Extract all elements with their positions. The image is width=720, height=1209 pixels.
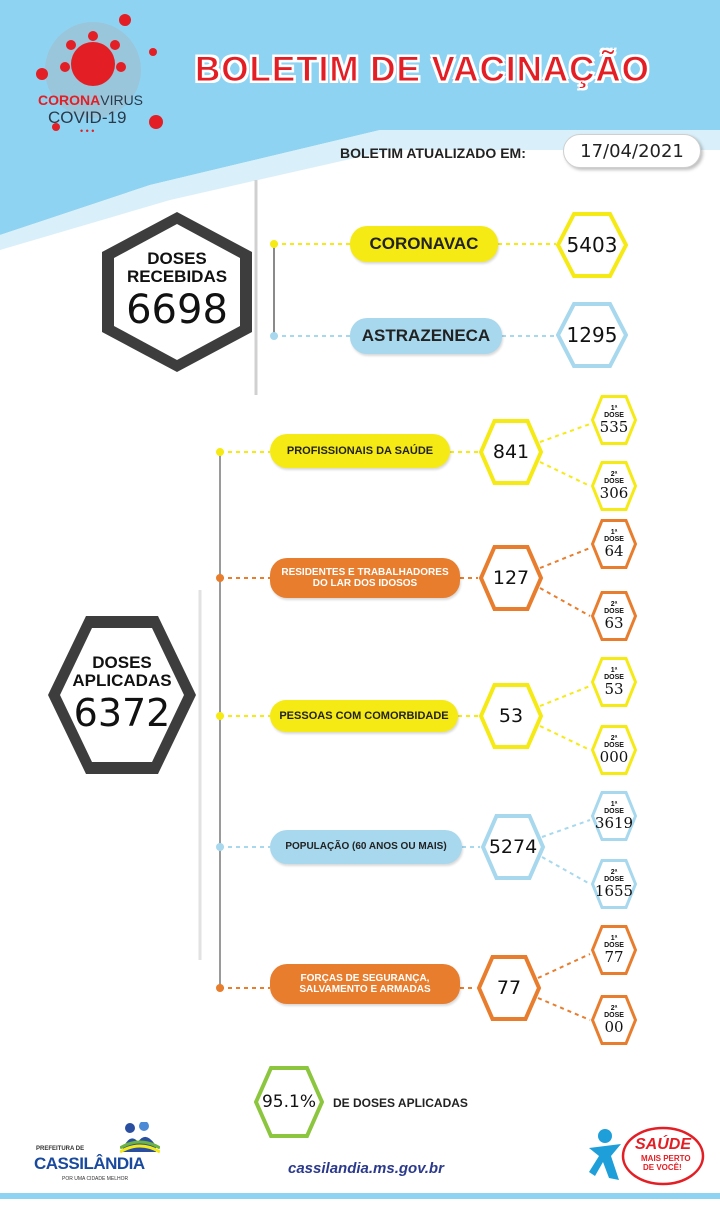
first-dose-value: 77 [604,947,624,966]
first-dose-value: 64 [604,541,624,560]
updated-date: 17/04/2021 [563,134,701,168]
group-total: 53 [498,705,524,727]
dose-ordinal: 1ª [610,528,618,536]
group-total-hexagon [478,682,544,750]
group-total: 77 [496,977,522,999]
group-total-hexagon [480,813,546,881]
dose-ordinal: 2ª [610,734,618,742]
dose-label [590,518,638,570]
astrazeneca-value-hexagon [556,302,628,368]
doses-applied-hexagon [44,612,200,778]
dose-word: DOSE [604,1011,624,1019]
first-dose-value: 535 [599,417,629,436]
group-total-hexagon [478,544,544,612]
group-pill-5 [270,964,460,1004]
applied-percent: 95.1% [261,1092,316,1112]
dose-label [590,724,638,776]
group-total-hexagon [476,954,542,1022]
coronavac-value: 5403 [566,233,618,257]
dose-ordinal: 2ª [610,470,618,478]
received-total: 6698 [126,287,228,333]
first-dose-hexagon [590,924,638,976]
dose-ordinal: 1ª [610,404,618,412]
dose-ordinal: 1ª [610,800,618,808]
logo-dots: • • • [80,126,95,136]
logo-virus-text: VIRUS [100,92,144,108]
dose-word: DOSE [604,807,624,815]
second-dose-value: 1655 [594,881,634,900]
applied-total: 6372 [73,691,171,735]
city-name: CASSILÂNDIA [34,1154,145,1173]
dose-ordinal: 2ª [610,868,618,876]
dose-word: DOSE [604,411,624,419]
first-dose-value: 53 [604,679,624,698]
dose-label [590,858,638,910]
vaccine-astrazeneca-pill: ASTRAZENECA [350,318,502,354]
group-total-hexagon [478,418,544,486]
dose-ordinal: 2ª [610,600,618,608]
first-dose-value: 3619 [594,813,634,832]
logo-covid-text: COVID-19 [48,108,127,127]
dose-label [590,790,638,842]
group-label-line1: FORÇAS DE SEGURANÇA, [300,972,430,984]
doses-received-hexagon [98,208,256,376]
logo-corona-text: CORONA [38,92,101,108]
vaccine-coronavac-pill: CORONAVAC [350,226,498,262]
first-dose-hexagon [590,518,638,570]
group-label-line2: DO LAR DOS IDOSOS [312,578,418,589]
second-dose-hexagon [590,590,638,642]
second-dose-value: 00 [604,1017,624,1036]
second-dose-hexagon [590,858,638,910]
group-total: 127 [492,567,530,589]
astrazeneca-value: 1295 [566,323,618,347]
dose-label [590,460,638,512]
group-label-line1: RESIDENTES E TRABALHADORES [281,566,449,578]
first-dose-hexagon [590,394,638,446]
second-dose-value: 306 [599,483,629,502]
second-dose-hexagon [590,724,638,776]
group-pill-4 [270,830,462,864]
cassilandia-logo [30,1122,165,1190]
group-pill-1 [270,434,450,468]
dose-word: DOSE [604,673,624,681]
group-label-line1: POPULAÇÃO (60 ANOS OU MAIS) [285,841,447,853]
group-total: 841 [492,441,530,463]
dose-ordinal: 1ª [610,934,618,942]
dose-word: DOSE [604,941,624,949]
coronavac-value-hexagon [556,212,628,278]
group-label-line2: SALVAMENTO E ARMADAS [299,984,431,995]
second-dose-hexagon [590,994,638,1046]
group-pill-2 [270,558,460,598]
dose-label [590,656,638,708]
applied-label-line2: APLICADAS [72,671,172,690]
group-label-line1: PESSOAS COM COMORBIDADE [279,709,449,722]
dose-ordinal: 2ª [610,1004,618,1012]
group-label-line1: PROFISSIONAIS DA SAÚDE [286,444,434,457]
dose-label [590,590,638,642]
website-link[interactable]: cassilandia.ms.gov.br [288,1160,444,1177]
second-dose-value: 000 [599,747,629,766]
applied-label-line1: DOSES [92,653,152,672]
percent-label: DE DOSES APLICADAS [333,1096,468,1110]
first-dose-hexagon [590,790,638,842]
dose-label [590,394,638,446]
city-prefix: PREFEITURA DE [36,1146,85,1152]
dose-label [590,924,638,976]
health-logo [585,1122,705,1188]
dose-word: DOSE [604,535,624,543]
page-title: BOLETIM DE VACINAÇÃO [195,50,650,89]
dose-word: DOSE [604,477,624,485]
first-dose-hexagon [590,656,638,708]
dose-label [590,994,638,1046]
percent-hexagon [254,1066,324,1138]
dose-word: DOSE [604,875,624,883]
health-line1: SAÚDE [635,1136,692,1153]
people-icon [120,1122,160,1154]
updated-label: BOLETIM ATUALIZADO EM: [340,145,526,161]
received-label-line1: DOSES [147,249,207,268]
dose-word: DOSE [604,607,624,615]
dose-ordinal: 1ª [610,666,618,674]
health-line2: MAIS PERTO [641,1154,691,1163]
group-pill-3 [270,700,458,732]
group-total: 5274 [488,836,538,858]
second-dose-value: 63 [604,613,624,632]
received-label-line2: RECEBIDAS [126,267,228,286]
second-dose-hexagon [590,460,638,512]
health-line3: DE VOCÊ! [643,1163,682,1172]
dose-word: DOSE [604,741,624,749]
city-slogan: POR UMA CIDADE MELHOR [62,1176,129,1182]
